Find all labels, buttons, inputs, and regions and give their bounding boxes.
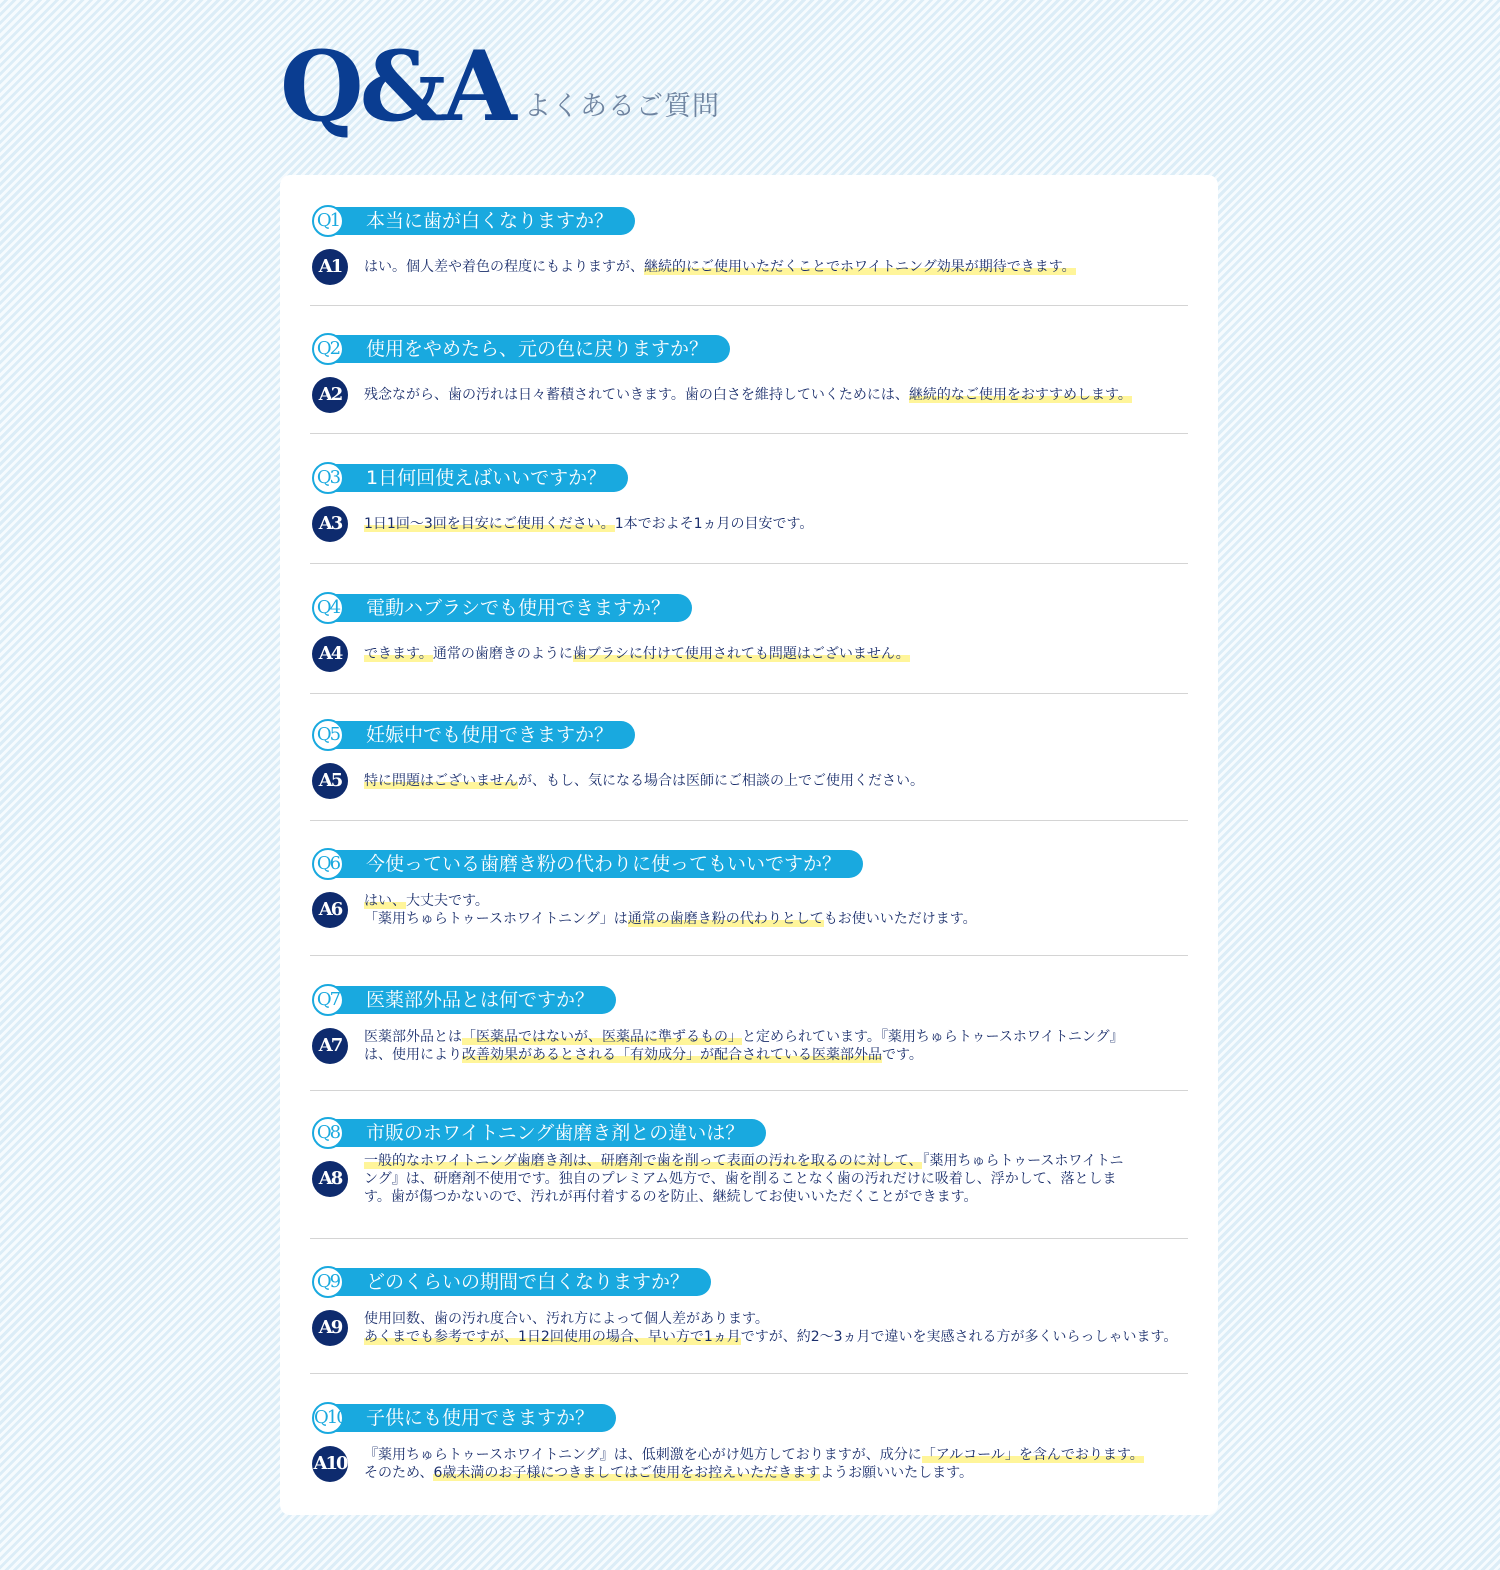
answer-highlight: 改善効果があるとされる「有効成分」が配合されている医薬部外品: [462, 1047, 882, 1063]
answer-highlight: 歯ブラシに付けて使用されても問題はございません。: [572, 646, 910, 662]
question-badge: Q3: [312, 462, 344, 494]
answer-badge: A10: [312, 1446, 348, 1482]
divider: [310, 820, 1188, 821]
answer-highlight: 特に問題はございません: [364, 773, 518, 789]
answer-segment: 『薬用ちゅらトゥースホワイトニング』は、低刺激を心がけ処方しておりますが、成分に: [364, 1447, 922, 1463]
answer-line: [364, 1046, 1190, 1064]
answer-segment: 1本でおよそ1ヵ月の目安です。: [614, 516, 814, 532]
answer-segment: は、使用により: [364, 1047, 462, 1063]
page-title: Q&A: [280, 30, 513, 143]
question-text: 妊娠中でも使用できますか？: [324, 721, 635, 749]
answer-segment: ようお願いいたします。: [820, 1465, 973, 1481]
answer-highlight: できます。: [364, 646, 433, 662]
question-badge: Q9: [312, 1266, 344, 1298]
answer-highlight: 「アルコール」を含んでおります。: [921, 1447, 1144, 1463]
answer-line: [364, 1464, 1190, 1482]
answer-segment: はい。個人差や着色の程度にもよりますが、: [364, 259, 644, 275]
answer-text: [364, 515, 1190, 533]
question-badge: Q2: [312, 333, 344, 365]
question-badge: Q8: [312, 1117, 344, 1149]
question-text: 本当に歯が白くなりますか？: [324, 207, 635, 235]
answer-segment: と定められています。『薬用ちゅらトゥースホワイトニング』: [742, 1029, 1124, 1045]
answer-highlight: はい、: [364, 893, 406, 909]
divider: [310, 1238, 1188, 1239]
answer-segment: 残念ながら、歯の汚れは日々蓄積されていきます。歯の白さを維持していくためには、: [364, 387, 909, 403]
answer-segment: ング』は、研磨剤不使用です。独自のプレミアム処方で、歯を削ることなく歯の汚れだけに吸着し、浮かして、落としま: [364, 1171, 1117, 1187]
answer-segment: が、もし、気になる場合は医師にご相談の上でご使用ください。: [518, 773, 924, 789]
answer-text: [364, 258, 1190, 276]
answer-line: [364, 645, 1190, 663]
question-badge: Q4: [312, 592, 344, 624]
answer-text: [364, 1446, 1190, 1482]
answer-text: [364, 772, 1190, 790]
answer-line: [364, 515, 1190, 533]
answer-segment: 通常の歯磨きのように: [432, 646, 573, 662]
answer-text: [364, 1028, 1190, 1064]
question-text: 市販のホワイトニング歯磨き剤との違いは？: [324, 1119, 766, 1147]
answer-segment: 大丈夫です。: [406, 893, 489, 909]
answer-badge: A7: [312, 1028, 348, 1064]
answer-badge: A2: [312, 377, 348, 413]
answer-segment: 医薬部外品とは: [364, 1029, 462, 1045]
answer-line: [364, 772, 1190, 790]
answer-line: [364, 1028, 1190, 1046]
divider: [310, 955, 1188, 956]
answer-badge: A5: [312, 763, 348, 799]
question-text: 今使っている歯磨き粉の代わりに使ってもいいですか？: [324, 850, 863, 878]
answer-line: [364, 892, 1190, 910]
answer-line: [364, 1188, 1190, 1206]
answer-highlight: 継続的にご使用いただくことでホワイトニング効果が期待できます。: [644, 259, 1076, 275]
answer-highlight: 1日1回～3回を目安にご使用ください。: [364, 516, 615, 532]
answer-badge: A8: [312, 1161, 348, 1197]
answer-line: [364, 1328, 1190, 1346]
question-badge: Q10: [312, 1402, 344, 1434]
answer-highlight: 継続的なご使用をおすすめします。: [908, 387, 1132, 403]
answer-line: [364, 386, 1190, 404]
answer-segment: そのため、: [364, 1465, 434, 1481]
answer-segment: です。: [882, 1047, 923, 1063]
question-text: 1日何回使えばいいですか？: [324, 464, 628, 492]
answer-text: [364, 386, 1190, 404]
question-text: 電動ハブラシでも使用できますか？: [324, 594, 692, 622]
answer-segment: す。歯が傷つかないので、汚れが再付着するのを防止、継続してお使いいただくことができます。: [364, 1189, 978, 1205]
divider: [310, 1373, 1188, 1374]
answer-segment: もお使いいただけます。: [823, 911, 977, 927]
answer-badge: A9: [312, 1310, 348, 1346]
question-text: 子供にも使用できますか？: [324, 1404, 616, 1432]
answer-badge: A6: [312, 892, 348, 928]
answer-segment: ですが、約2～3ヵ月で違いを実感される方が多くいらっしゃいます。: [740, 1329, 1178, 1345]
divider: [310, 1090, 1188, 1091]
answer-highlight: あくまでも参考ですが、1日2回使用の場合、早い方で1ヵ月: [364, 1329, 741, 1345]
question-badge: Q1: [312, 205, 344, 237]
answer-highlight: 一般的なホワイトニング歯磨き剤は、研磨剤で歯を削って表面の汚れを取るのに対して、: [364, 1153, 923, 1169]
question-badge: Q6: [312, 848, 344, 880]
divider: [310, 305, 1188, 306]
answer-highlight: 6歳未満のお子様につきましてはご使用をお控えいただきます: [433, 1465, 821, 1481]
answer-text: [364, 645, 1190, 663]
answer-segment: 使用回数、歯の汚れ度合い、汚れ方によって個人差があります。: [364, 1311, 769, 1327]
divider: [310, 693, 1188, 694]
question-text: 使用をやめたら、元の色に戻りますか？: [324, 335, 730, 363]
answer-badge: A3: [312, 506, 348, 542]
question-badge: Q5: [312, 719, 344, 751]
answer-line: [364, 1446, 1190, 1464]
answer-badge: A4: [312, 636, 348, 672]
answer-highlight: 通常の歯磨き粉の代わりとして: [627, 911, 824, 927]
question-text: どのくらいの期間で白くなりますか？: [324, 1268, 711, 1296]
question-text: 医薬部外品とは何ですか？: [324, 986, 616, 1014]
answer-text: [364, 1152, 1190, 1206]
page-subtitle: よくあるご質問: [524, 91, 720, 122]
answer-highlight: 「医薬品ではないが、医薬品に準ずるもの」: [462, 1029, 742, 1045]
answer-segment: 「薬用ちゅらトゥースホワイトニング」は: [364, 911, 628, 927]
answer-line: [364, 1310, 1190, 1328]
divider: [310, 563, 1188, 564]
answer-segment: 『薬用ちゅらトゥースホワイトニ: [922, 1153, 1124, 1169]
faq-panel: [280, 175, 1218, 1515]
answer-line: [364, 1170, 1190, 1188]
answer-text: [364, 1310, 1190, 1346]
answer-line: [364, 258, 1190, 276]
answer-line: [364, 910, 1190, 928]
answer-badge: A1: [312, 249, 348, 285]
answer-line: [364, 1152, 1190, 1170]
question-badge: Q7: [312, 984, 344, 1016]
divider: [310, 433, 1188, 434]
answer-text: [364, 892, 1190, 928]
